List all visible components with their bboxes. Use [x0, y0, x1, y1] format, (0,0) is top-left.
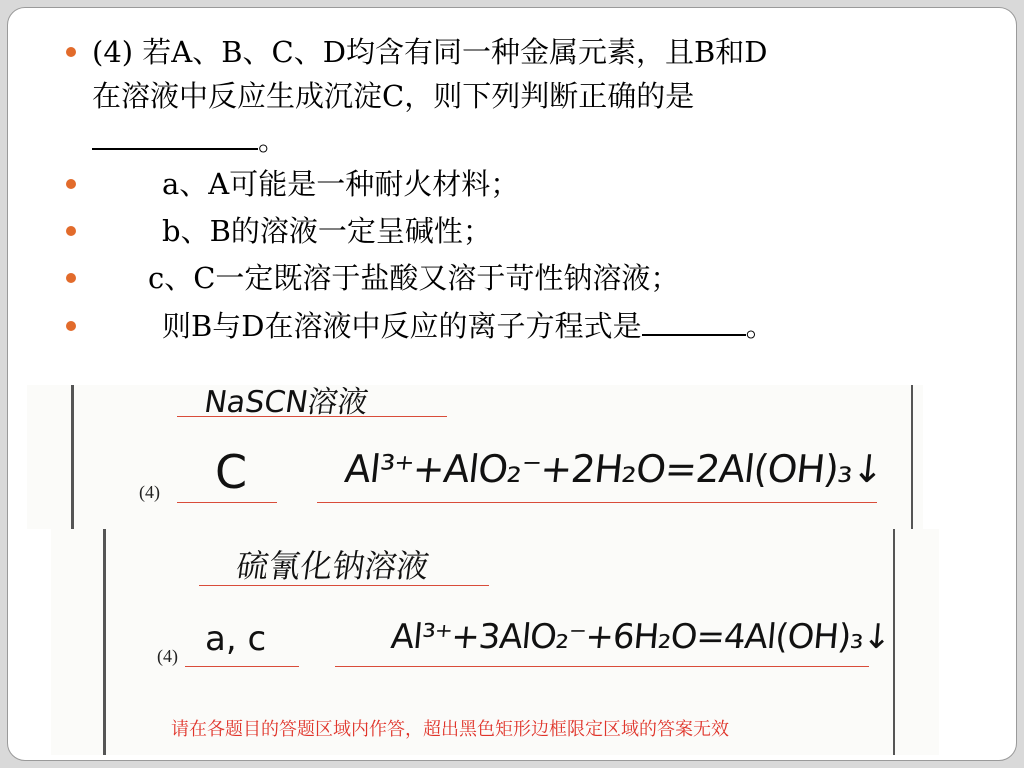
followup-question: 则B与D在溶液中反应的离子方程式是 [162, 309, 642, 343]
option-a-text: a、A可能是一种耐火材料； [162, 167, 520, 201]
bullet-dot [66, 47, 76, 57]
handwritten-reagent: NaSCN溶液 [202, 385, 371, 420]
scanned-answer-1 [27, 385, 923, 529]
bullet-dot [66, 226, 76, 236]
followup-end-mark: 。 [745, 309, 775, 343]
sheet-border-left [71, 385, 74, 529]
question-line-2: 在溶液中反应生成沉淀C，则下列判断正确的是 [92, 79, 695, 113]
equation-blank [642, 304, 746, 336]
sheet-border-right [893, 529, 895, 755]
line-end-mark: 。 [258, 123, 288, 157]
question-line-3 [92, 118, 287, 162]
handwritten-answer: C [215, 445, 248, 499]
sheet-border-left [103, 529, 106, 755]
sheet-footer-note: 请在各题目的答题区域内作答，超出黑色矩形边框限定区域的答案无效 [171, 719, 729, 740]
handwritten-equation: Al³⁺+AlO₂⁻+2H₂O=2Al(OH)₃↓ [342, 447, 886, 491]
handwritten-answer: a, c [205, 619, 267, 659]
answer-blank [92, 118, 258, 150]
bullet-dot [66, 321, 76, 331]
bullet-dot [66, 273, 76, 283]
sheet-border-right [911, 385, 913, 529]
scanned-answer-2 [51, 529, 939, 755]
option-b-text: b、B的溶液一定呈碱性； [162, 214, 492, 248]
handwritten-reagent: 硫氰化钠溶液 [234, 547, 432, 585]
red-answer-rule [185, 666, 299, 667]
question-number: (4) [139, 482, 160, 502]
question-line-1: (4) 若A、B、C、D均含有同一种金属元素，且B和D [92, 35, 768, 69]
red-answer-rule [317, 502, 877, 503]
red-answer-rule [177, 502, 277, 503]
followup-text [162, 304, 775, 348]
slide [7, 7, 1017, 761]
question-number: (4) [157, 646, 178, 666]
bullet-dot [66, 179, 76, 189]
option-c-text: c、C一定既溶于盐酸又溶于苛性钠溶液； [148, 261, 680, 295]
red-answer-rule [335, 666, 869, 667]
handwritten-equation: Al³⁺+3AlO₂⁻+6H₂O=4Al(OH)₃↓ [389, 617, 893, 657]
